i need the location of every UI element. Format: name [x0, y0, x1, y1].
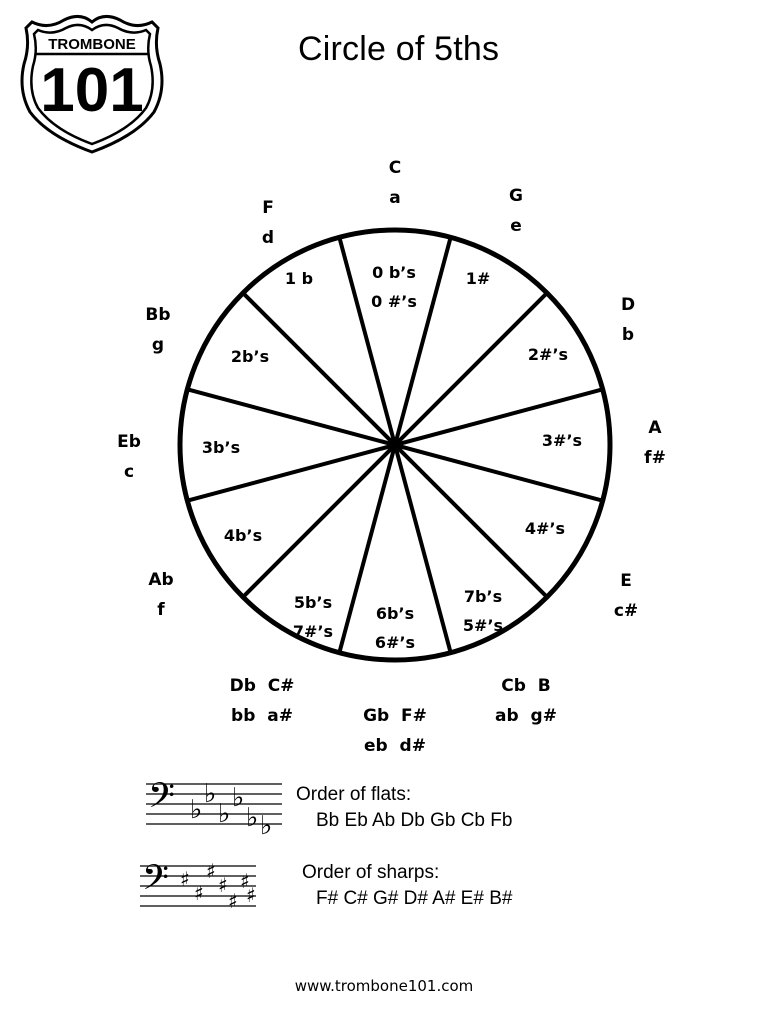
segment-line1: 2#’s	[527, 345, 569, 364]
sharp-icon: ♯	[240, 869, 250, 893]
segment-line1: 5b’s	[293, 593, 333, 612]
minor-key: eb d#	[364, 736, 426, 756]
key-label-c	[335, 153, 455, 213]
key-label-ab	[101, 565, 221, 625]
segment-line1: 1 b	[284, 269, 314, 288]
major-key: Db C#	[229, 676, 295, 696]
segment-line1: 1#	[465, 269, 491, 288]
minor-key: b	[621, 325, 635, 345]
minor-key: bb a#	[231, 706, 293, 726]
segment-line1: 0 b’s	[372, 263, 416, 282]
segment-line1: 2b’s	[230, 347, 270, 366]
major-key: Ab	[148, 570, 174, 590]
major-key: Bb	[145, 305, 171, 325]
minor-key: ab g#	[495, 706, 557, 726]
segment-label-eb	[171, 433, 271, 462]
key-label-a	[595, 413, 715, 473]
segment-line2: 5#’s	[462, 616, 504, 635]
minor-key: d	[261, 228, 275, 248]
segment-line1: 3b’s	[201, 438, 241, 457]
sharp-icon: ♯	[228, 889, 238, 913]
segment-label-b	[433, 582, 533, 640]
page-title: Circle of 5ths	[298, 30, 500, 68]
segment-label-d	[498, 340, 598, 369]
segment-label-f	[249, 264, 349, 293]
major-key: E	[620, 571, 632, 591]
flat-icon: ♭	[232, 783, 245, 813]
minor-key: f	[157, 600, 165, 620]
bass-clef-icon: 𝄢	[142, 857, 170, 906]
major-key: G	[509, 186, 523, 206]
key-label-fs	[335, 701, 455, 761]
key-label-b	[466, 671, 586, 731]
segment-label-g	[428, 264, 528, 293]
flats-staff	[140, 772, 282, 840]
footer-url: www.trombone101.com	[294, 977, 474, 995]
logo-top-text: TROMBONE	[48, 36, 136, 53]
segment-label-bb	[200, 342, 300, 371]
minor-key: e	[510, 216, 522, 236]
major-key: Gb F#	[363, 706, 427, 726]
segment-line2: 7#’s	[292, 622, 334, 641]
minor-key: a	[389, 188, 401, 208]
segment-line1: 6b’s	[375, 604, 415, 623]
flat-icon: ♭	[246, 803, 259, 833]
key-label-e	[566, 566, 686, 626]
segment-label-a	[512, 426, 612, 455]
sharp-icon: ♯	[206, 859, 216, 883]
minor-key: g	[151, 335, 165, 355]
segment-line1: 3#’s	[541, 431, 583, 450]
segment-line2: 0 #’s	[371, 292, 417, 311]
sharps-list: F# C# G# D# A# E# B#	[316, 888, 513, 909]
major-key: Cb B	[501, 676, 551, 696]
segment-line1: 4#’s	[524, 519, 566, 538]
flat-icon: ♭	[204, 779, 217, 809]
key-label-f	[208, 193, 328, 253]
sharps-staff	[136, 852, 278, 916]
segment-line1: 7b’s	[463, 587, 503, 606]
bass-clef-icon: 𝄢	[148, 775, 176, 824]
minor-key: c#	[613, 601, 639, 621]
sharps-title: Order of sharps:	[302, 862, 440, 883]
flat-icon: ♭	[260, 811, 273, 840]
segment-label-e	[495, 514, 595, 543]
sharp-icon: ♯	[246, 883, 256, 907]
major-key: C	[388, 158, 402, 178]
sharp-icon: ♯	[180, 867, 190, 891]
major-key: D	[620, 295, 636, 315]
segment-label-ab	[193, 521, 293, 550]
segment-label-cs	[263, 588, 363, 646]
key-label-cs	[202, 671, 322, 731]
segment-line2: 6#’s	[374, 633, 416, 652]
key-label-g	[456, 181, 576, 241]
major-key: F	[262, 198, 274, 218]
minor-key: c	[123, 462, 135, 482]
segment-line1: 4b’s	[223, 526, 263, 545]
flat-icon: ♭	[218, 799, 231, 829]
major-key: A	[648, 418, 662, 438]
sharp-icon: ♯	[194, 881, 204, 905]
sharp-icon: ♯	[218, 873, 228, 897]
flats-title: Order of flats:	[296, 784, 412, 805]
flats-list: Bb Eb Ab Db Gb Cb Fb	[316, 810, 513, 831]
logo-main-text: 101	[40, 56, 144, 125]
wheel-center-hub	[388, 438, 402, 452]
minor-key: f#	[644, 448, 666, 468]
major-key: Eb	[117, 432, 141, 452]
flat-icon: ♭	[190, 795, 203, 825]
